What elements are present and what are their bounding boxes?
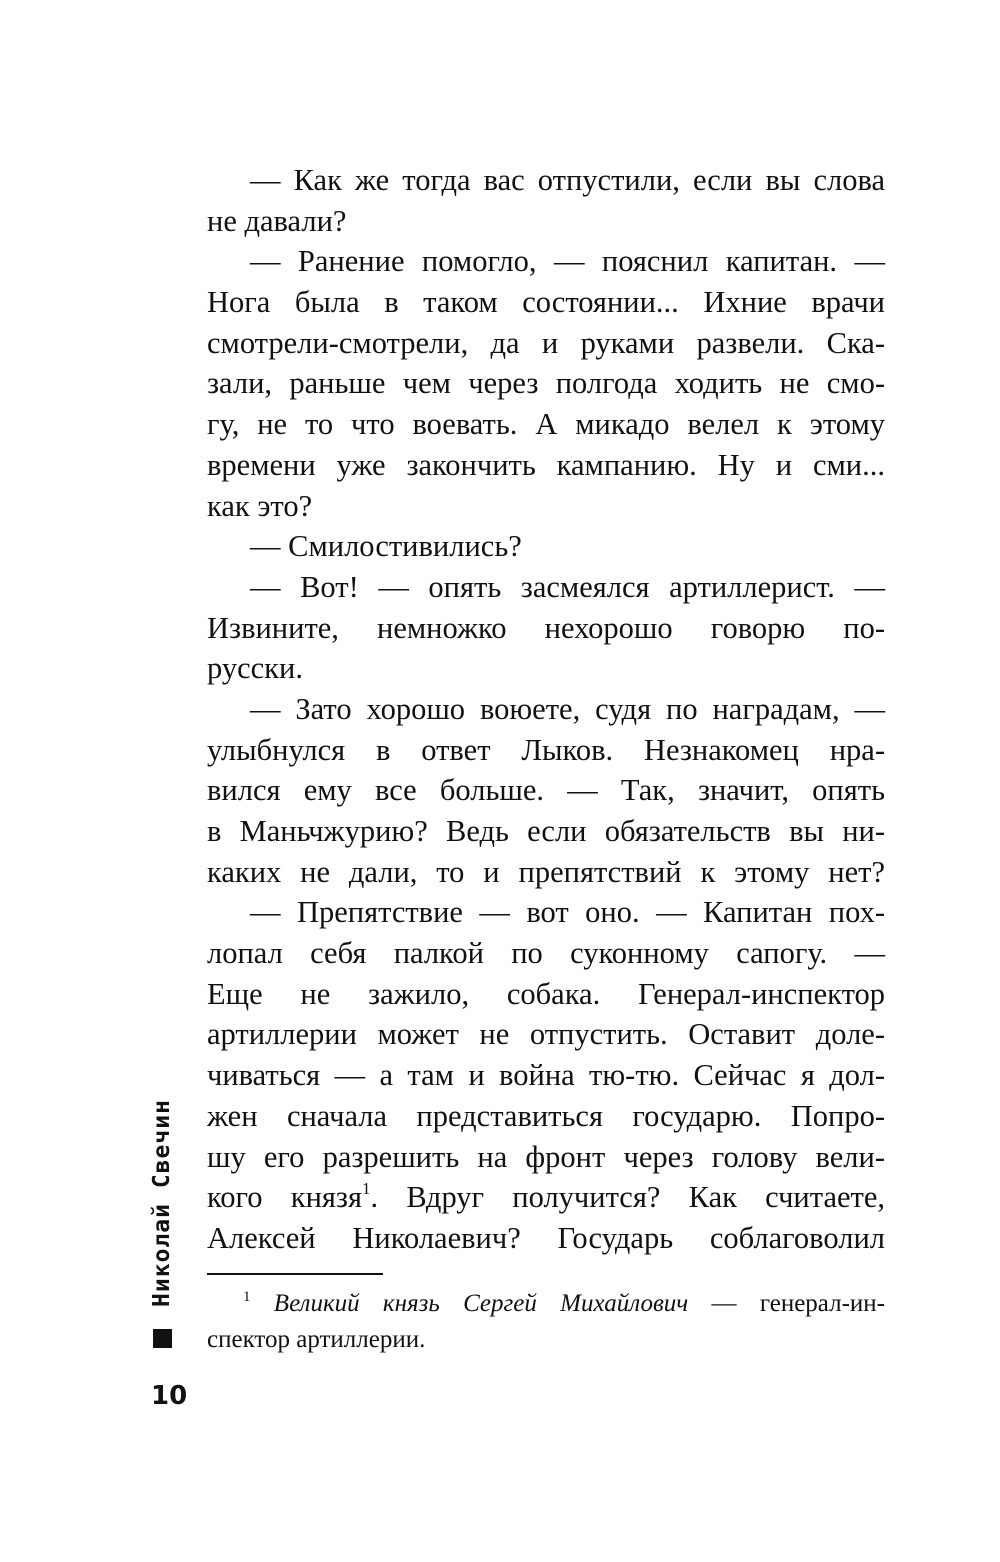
text-line: [207, 526, 885, 567]
text-line-content: Извините, немножко нехорошо говорю по-: [207, 610, 885, 645]
text-line-content: шу его разрешить на фронт через голову вели-: [207, 1139, 885, 1174]
footnote-italic-name: Великий князь Сергей Михайлович: [273, 1290, 689, 1317]
text-line-content: лопал себя палкой по суконному сапогу. —: [207, 936, 885, 971]
text-line-content: Нога была в таком состоянии... Ихние врачи: [207, 285, 885, 320]
text-line-content: зали, раньше чем через полгода ходить не смо-: [207, 366, 885, 401]
text-line-content: вился ему все больше. — Так, значит, опять: [207, 773, 885, 808]
text-line: [207, 1014, 885, 1055]
text-line-continuation: . Вдруг получится? Как считаете,: [370, 1180, 886, 1215]
page-number: 10: [151, 1381, 188, 1411]
text-line: [207, 608, 885, 649]
text-line: [207, 933, 885, 974]
text-line-content: чиваться — а там и война тю-тю. Сейчас я дол-: [207, 1058, 885, 1093]
margin-square-marker: [153, 1329, 172, 1348]
text-line-content: — Ранение помогло, — пояснил капитан. —: [250, 244, 885, 279]
text-line-content: гу, не то что воевать. А микадо велел к этому: [207, 407, 885, 442]
text-line: [207, 811, 885, 852]
text-line: [207, 1218, 885, 1259]
text-line: [207, 730, 885, 771]
text-line-content: — Препятствие — вот оно. — Капитан пох-: [250, 895, 885, 930]
text-line-content: русски.: [207, 651, 303, 686]
text-line: [207, 404, 885, 445]
footnote: [207, 1286, 885, 1358]
footnote-line-1: [207, 1286, 885, 1322]
footnote-marker: 1: [243, 1289, 251, 1305]
text-line-content: — Как же тогда вас отпустили, если вы слова: [250, 163, 885, 197]
text-line-content: каких не дали, то и препятствий к этому нет?: [207, 854, 885, 889]
text-line: [207, 1096, 885, 1137]
footnote-rest: — генерал-ин-: [688, 1290, 886, 1317]
text-line: [207, 648, 885, 689]
text-line: [207, 852, 885, 893]
text-line-content: артиллерии может не отпустить. Оставит доле-: [207, 1017, 885, 1052]
text-line: [207, 770, 885, 811]
text-line-content: улыбнулся в ответ Лыков. Незнакомец нра-: [207, 732, 885, 767]
text-line-content: Еще не зажило, собака. Генерал-инспектор: [207, 976, 885, 1011]
text-line: [207, 445, 885, 486]
text-line-content: в Маньчжурию? Ведь если обязательств вы ни-: [207, 814, 885, 848]
footnote-divider: [207, 1273, 383, 1275]
text-line-content: смотрели-смотрели, да и руками развели. Ска-: [207, 325, 885, 360]
text-line-content: как это?: [207, 488, 313, 523]
text-line-content: Алексей Николаевич? Государь соблаговолил: [207, 1220, 885, 1255]
text-line: [207, 201, 885, 242]
footnote-reference: 1: [362, 1179, 371, 1199]
text-line-content: — Смилостивились?: [250, 529, 522, 564]
text-line: [207, 323, 885, 364]
text-line-content: — Зато хорошо воюете, судя по наградам, —: [250, 691, 885, 726]
text-line-content: не давали?: [207, 203, 347, 238]
text-line: [207, 974, 885, 1015]
text-line-content: кого князя: [207, 1180, 362, 1215]
text-line: [207, 486, 885, 527]
text-line-content: жен сначала представиться государю. Попро-: [207, 1098, 885, 1133]
text-line-content: времени уже закончить кампанию. Ну и сми...: [207, 447, 885, 482]
text-line: [207, 241, 885, 282]
footnote-line-2: спектор артиллерии.: [207, 1326, 426, 1353]
text-line: [207, 282, 885, 323]
text-line: [207, 689, 885, 730]
text-line: [207, 160, 885, 201]
text-line: [207, 892, 885, 933]
body-text: [207, 160, 885, 1259]
text-line: [207, 567, 885, 608]
text-line: [207, 1137, 885, 1178]
text-line: [207, 363, 885, 404]
text-line: [207, 1177, 885, 1218]
text-line: [207, 1055, 885, 1096]
running-head-author: Николай Свечин: [149, 1099, 175, 1307]
text-line-content: — Вот! — опять засмеялся артиллерист. —: [250, 569, 885, 604]
